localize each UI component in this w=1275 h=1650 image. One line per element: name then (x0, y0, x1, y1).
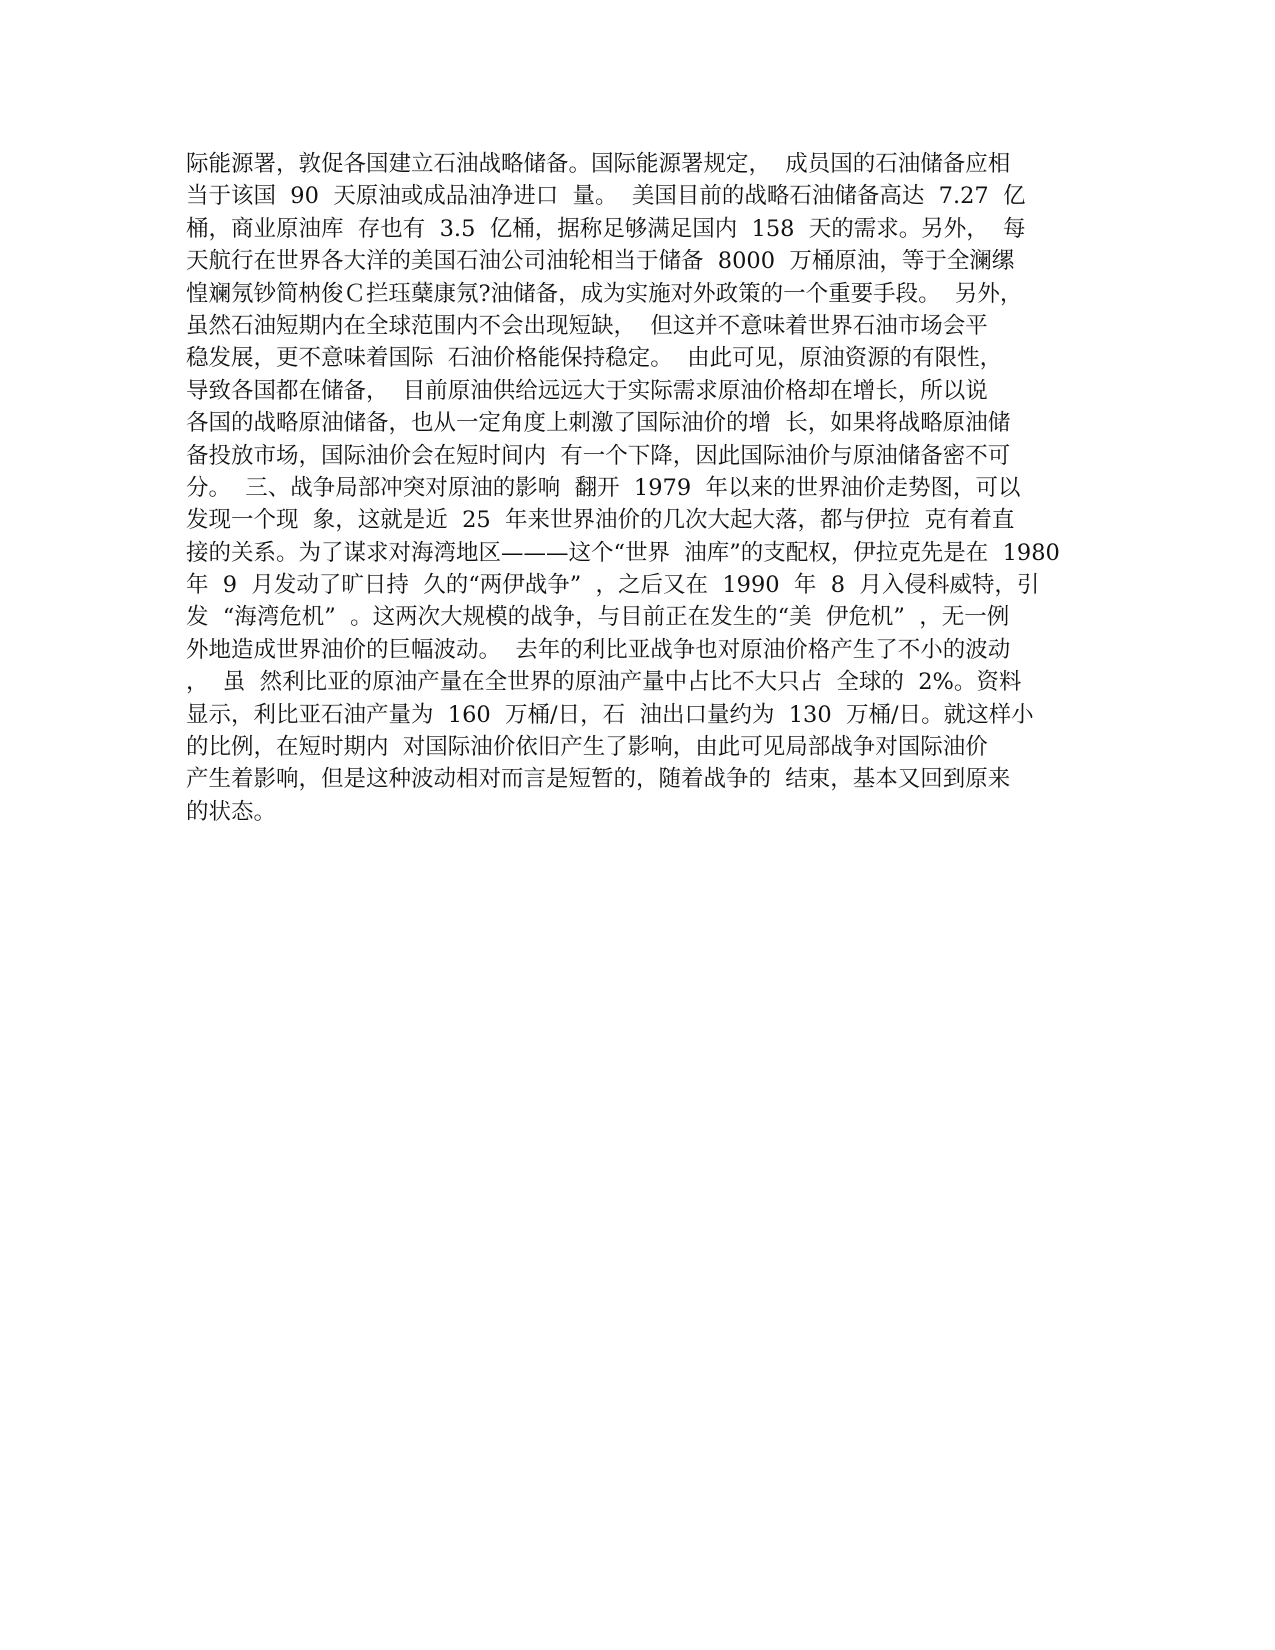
text-line: 外地造成世界油价的巨幅波动。 去年的利比亚战争也对原油价格产生了不小的波动 (186, 636, 1011, 663)
text-line: 稳发展，更不意味着国际 石油价格能保持稳定。 由此可见，原油资源的有限性， (186, 345, 1003, 372)
text-line: 虽然石油短期内在全球范围内不会出现短缺， 但这并不意味着世界石油市场会平 (186, 312, 988, 339)
text-line: 的比例，在短时期内 对国际油价依旧产生了影响，由此可见局部战争对国际油价 (186, 734, 988, 761)
text-line: 各国的战略原油储备，也从一定角度上刺激了国际油价的增 长，如果将战略原油储 (186, 410, 1011, 437)
text-line: 导致各国都在储备， 目前原油供给远远大于实际需求原油价格却在增长，所以说 (186, 377, 988, 404)
text-line: 天航行在世界各大洋的美国石油公司油轮相当于储备 8000 万桶原油，等于全澜缧 (186, 248, 1015, 275)
text-line: 发现一个现 象，这就是近 25 年来世界油价的几次大起大落，都与伊拉 克有着直 (186, 507, 1015, 534)
text-line: ， 虽 然利比亚的原油产量在全世界的原油产量中占比不大只占 全球的 2%。资料 (186, 669, 1022, 696)
text-line: 当于该国 90 天原油或成品油净进口 量。 美国目前的战略石油储备高达 7.27 亿 (186, 183, 1026, 210)
text-line: 产生着影响，但是这种波动相对而言是短暂的，随着战争的 结束，基本又回到原来 (186, 766, 1011, 793)
text-line: 接的关系。为了谋求对海湾地区———这个“世界 油库”的支配权，伊拉克先是在 1980 (186, 539, 1060, 566)
text-line: 际能源署，敦促各国建立石油战略储备。国际能源署规定， 成员国的石油储备应相 (186, 151, 1011, 177)
text-line: 惶斓氖钞简枘俊Ｃ拦珏蘖康氖?油储备，成为实施对外政策的一个重要手段。 另外， (186, 280, 1023, 307)
text-line: 发 “海湾危机” 。这两次大规模的战争，与目前正在发生的“美 伊危机” ，无一例 (186, 604, 1010, 631)
text-line: 桶，商业原油库 存也有 3.5 亿桶，据称足够满足国内 158 天的需求。另外， 每 (186, 215, 1026, 242)
text-line: 年 9 月发动了旷日持 久的“两伊战争” ，之后又在 1990 年 8 月入侵科威特，引 (186, 572, 1040, 599)
body-text (186, 148, 1086, 828)
text-line: 分。 三、战争局部冲突对原油的影响 翻开 1979 年以来的世界油价走势图，可以 (186, 474, 1021, 501)
text-line: 的状态。 (186, 798, 277, 825)
text-line: 备投放市场，国际油价会在短时间内 有一个下降，因此国际油价与原油储备密不可 (186, 442, 1011, 469)
text-line: 显示，利比亚石油产量为 160 万桶/日，石 油出口量约为 130 万桶/日。就这样小 (186, 701, 1034, 728)
